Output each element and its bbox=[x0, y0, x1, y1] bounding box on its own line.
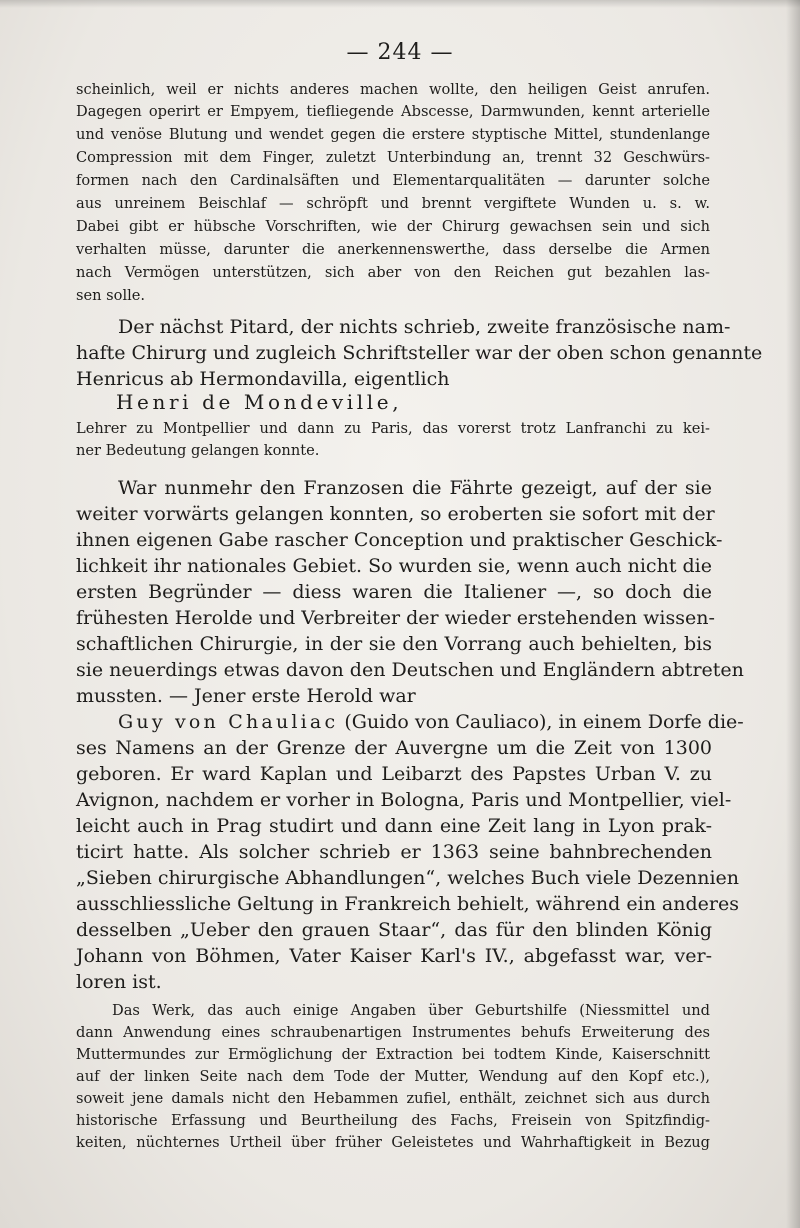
para1-line: Dabei gibt er hübsche Vorschriften, wie der Chirurg gewachsen sein und sich bbox=[76, 218, 710, 235]
para6-line: keiten, nüchternes Urtheil über früher Geleistetes und Wahrhaftigkeit in Bezug bbox=[76, 1134, 710, 1151]
para5-line: Johann von Böhmen, Vater Kaiser Karl's IV., abgefasst war, ver- bbox=[76, 945, 712, 967]
para5-line: loren ist. bbox=[76, 971, 162, 993]
para5-line: geboren. Er ward Kaplan und Leibarzt des Papstes Urban V. zu bbox=[76, 763, 712, 785]
para5-line: desselben „Ueber den grauen Staar“, das für den blinden König bbox=[76, 919, 712, 941]
para4-line: weiter vorwärts gelangen konnten, so eroberten sie sofort mit der bbox=[76, 503, 715, 525]
para5-line: Avignon, nachdem er vorher in Bologna, Paris und Montpellier, viel- bbox=[76, 789, 732, 811]
name-heading: Henri de Mondeville, bbox=[116, 390, 403, 414]
page-top-shadow bbox=[0, 0, 800, 8]
para6-line: Muttermundes zur Ermöglichung der Extraction bei todtem Kinde, Kaiserschnitt bbox=[76, 1046, 710, 1063]
para1-line: formen nach den Cardinalsäften und Elementarqualitäten — darunter solche bbox=[76, 172, 710, 189]
para1-line: scheinlich, weil er nichts anderes machen wollte, den heiligen Geist anrufen. bbox=[76, 81, 710, 98]
para6-line: soweit jene damals nicht den Hebammen zufiel, enthält, zeichnet sich aus durch bbox=[76, 1090, 710, 1107]
para2-line: Der nächst Pitard, der nichts schrieb, zweite französische nam- bbox=[118, 316, 731, 338]
para6-line: Das Werk, das auch einige Angaben über Geburtshilfe (Niessmittel und bbox=[112, 1002, 710, 1019]
person-name: Guy von Chauliac bbox=[118, 711, 339, 733]
para1-line: und venöse Blutung und wendet gegen die erstere styptische Mittel, stundenlange bbox=[76, 126, 710, 143]
para1-line: Dagegen operirt er Empyem, tiefliegende Abscesse, Darmwunden, kennt arterielle bbox=[76, 103, 710, 120]
para6-line: dann Anwendung eines schraubenartigen Instrumentes behufs Erweiterung des bbox=[76, 1024, 710, 1041]
para6-line: auf der linken Seite nach dem Tode der Mutter, Wendung auf den Kopf etc.), bbox=[76, 1068, 710, 1085]
para5-first-rest: (Guido von Cauliaco), in einem Dorfe die- bbox=[344, 711, 744, 733]
para5-line: ausschliessliche Geltung in Frankreich behielt, während ein anderes bbox=[76, 893, 739, 915]
para4-line: sie neuerdings etwas davon den Deutschen und Engländern abtreten bbox=[76, 659, 744, 681]
para4-line: schaftlichen Chirurgie, in der sie den Vorrang auch behielten, bis bbox=[76, 633, 712, 655]
para4-line: mussten. — Jener erste Herold war bbox=[76, 685, 416, 707]
para5-line: leicht auch in Prag studirt und dann eine Zeit lang in Lyon prak- bbox=[76, 815, 712, 837]
para6-line: historische Erfassung und Beurtheilung des Fachs, Freisein von Spitzfindig- bbox=[76, 1112, 710, 1129]
para1-line: Compression mit dem Finger, zuletzt Unterbindung an, trennt 32 Geschwürs- bbox=[76, 149, 710, 166]
para1-line: aus unreinem Beischlaf — schröpft und brennt vergiftete Wunden u. s. w. bbox=[76, 195, 710, 212]
para5-line: „Sieben chirurgische Abhandlungen“, welches Buch viele Dezennien bbox=[76, 867, 739, 889]
para1-line: verhalten müsse, darunter die anerkennenswerthe, dass derselbe die Armen bbox=[76, 241, 710, 258]
para4-line: War nunmehr den Franzosen die Fährte gezeigt, auf der sie bbox=[118, 477, 712, 499]
para4-line: frühesten Herolde und Verbreiter der wieder erstehenden wissen- bbox=[76, 607, 715, 629]
para3-line: Lehrer zu Montpellier und dann zu Paris, das vorerst trotz Lanfranchi zu kei- bbox=[76, 420, 710, 437]
para1-line: nach Vermögen unterstützen, sich aber von den Reichen gut bezahlen las- bbox=[76, 264, 710, 281]
para1-line: sen solle. bbox=[76, 287, 146, 304]
para4-line: ersten Begründer — diess waren die Italiener —, so doch die bbox=[76, 581, 712, 603]
para5-line: ses Namens an der Grenze der Auvergne um die Zeit von 1300 bbox=[76, 737, 712, 759]
para2-line: Henricus ab Hermondavilla, eigentlich bbox=[76, 368, 450, 390]
para2-line: hafte Chirurg und zugleich Schriftsteller war der oben schon genannte bbox=[76, 342, 763, 364]
page-edge-shadow bbox=[786, 0, 800, 1228]
para4-line: lichkeit ihr nationales Gebiet. So wurden sie, wenn auch nicht die bbox=[76, 555, 712, 577]
page-number: — 244 — bbox=[346, 40, 454, 65]
para5-first-line bbox=[118, 709, 744, 735]
para3-line: ner Bedeutung gelangen konnte. bbox=[76, 442, 320, 459]
para5-line: ticirt hatte. Als solcher schrieb er 1363 seine bahnbrechenden bbox=[76, 841, 712, 863]
para4-line: ihnen eigenen Gabe rascher Conception und praktischer Geschick- bbox=[76, 529, 723, 551]
